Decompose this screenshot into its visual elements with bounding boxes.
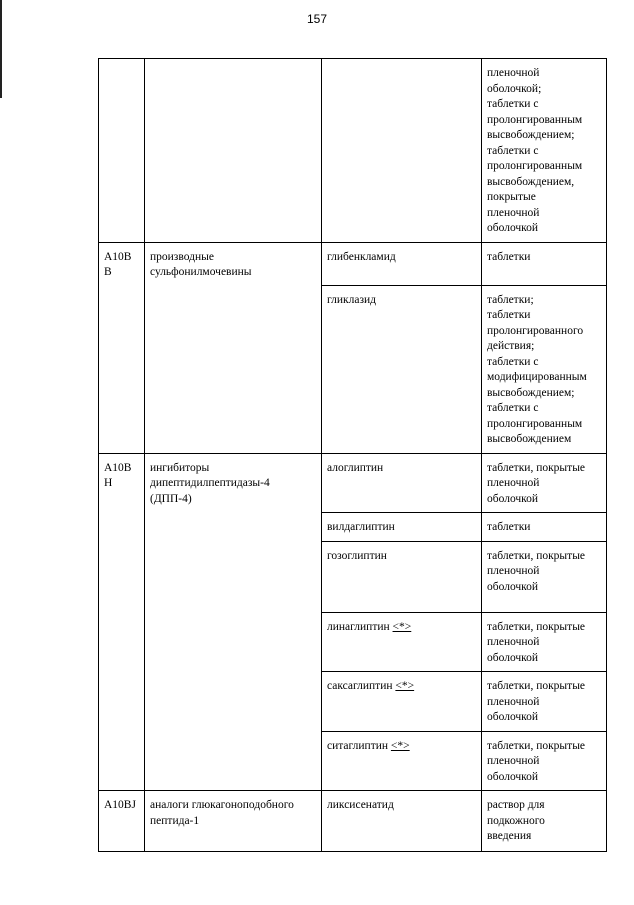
substance-cell xyxy=(322,59,482,243)
substance-name: ситаглиптин xyxy=(327,739,389,752)
substance-cell: ликсисенатид xyxy=(322,791,482,852)
atc-code-cell: A10B H xyxy=(99,453,145,791)
footnote-link[interactable]: <*> xyxy=(395,680,415,692)
drug-table xyxy=(98,58,607,852)
substance-cell: алоглиптин xyxy=(322,453,482,513)
drug-group-cell: производные сульфонилмочевины xyxy=(145,242,322,453)
dosage-form-cell: раствор для подкожного введения xyxy=(482,791,607,852)
substance-name: саксаглиптин xyxy=(327,680,393,692)
atc-code-cell: A10BJ xyxy=(99,791,145,852)
footnote-link[interactable]: <*> xyxy=(392,620,412,633)
drug-group-cell: ингибиторы дипептидилпептидазы-4 (ДПП-4) xyxy=(145,453,322,791)
dosage-form-cell: таблетки, покрытые пленочной оболочкой xyxy=(482,453,607,513)
footnote-link[interactable]: <*> xyxy=(390,739,410,752)
substance-cell: глибенкламид xyxy=(322,242,482,285)
dosage-form-cell: таблетки xyxy=(482,513,607,542)
atc-code-cell: A10B B xyxy=(99,242,145,453)
substance-cell xyxy=(322,731,482,791)
dosage-form-cell: таблетки, покрытые пленочной оболочкой xyxy=(482,672,607,732)
substance-cell: гликлазид xyxy=(322,285,482,453)
dosage-form-cell: таблетки, покрытые пленочной оболочкой xyxy=(482,731,607,791)
page-number: 157 xyxy=(306,12,328,26)
table-row xyxy=(99,242,607,285)
substance-name: линаглиптин xyxy=(327,620,390,633)
substance-cell xyxy=(322,672,482,732)
substance-cell: гозоглиптин xyxy=(322,541,482,612)
table-row xyxy=(99,791,607,852)
substance-cell: вилдаглиптин xyxy=(322,513,482,542)
dosage-form-cell: таблетки, покрытые пленочной оболочкой xyxy=(482,541,607,612)
table-row xyxy=(99,59,607,243)
table-row xyxy=(99,453,607,513)
dosage-form-cell: пленочной оболочкой; таблетки с пролонгированным высвобождением; таблетки с пролонгированным высвобождением, покрытые пленочной оболочкой xyxy=(482,59,607,243)
drug-group-cell xyxy=(145,59,322,243)
dosage-form-cell: таблетки, покрытые пленочной оболочкой xyxy=(482,612,607,672)
atc-code-cell xyxy=(99,59,145,243)
dosage-form-cell: таблетки xyxy=(482,242,607,285)
drug-group-cell: аналоги глюкагоноподобного пептида-1 xyxy=(145,791,322,852)
dosage-form-cell: таблетки; таблетки пролонгированного действия; таблетки с модифицированным высвобождением; таблетки с пролонгированным высвобождением xyxy=(482,285,607,453)
substance-cell xyxy=(322,612,482,672)
